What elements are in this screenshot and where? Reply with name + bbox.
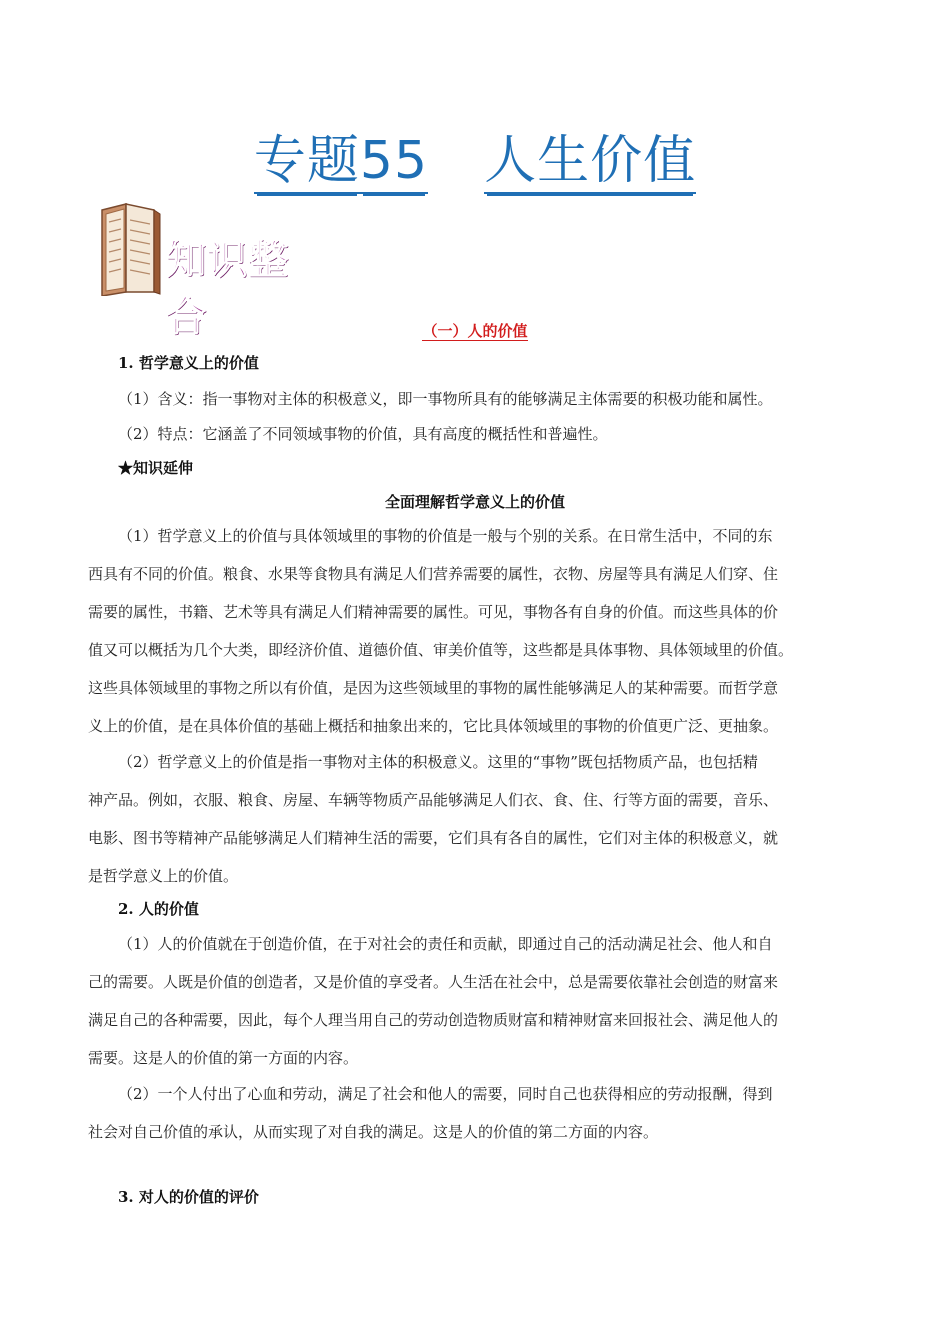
ext1-line: 值又可以概括为几个大类，即经济价值、道德价值、审美价值等，这些都是具体事物、具体领域里的价值。 — [88, 641, 794, 659]
paragraph-meaning: （1）含义：指一事物对主体的积极意义，即一事物所具有的能够满足主体需要的积极功能和属性。 — [118, 390, 773, 408]
ext1-line: 西具有不同的价值。粮食、水果等食物具有满足人们营养需要的属性，衣物、房屋等具有满足人们穿、住 — [88, 565, 779, 583]
ext1-line: 需要的属性，书籍、艺术等具有满足人们精神需要的属性。可见，事物各有自身的价值。而这些具体的价 — [88, 603, 779, 621]
ext2-line: 电影、图书等精神产品能够满足人们精神生活的需要，它们具有各自的属性，它们对主体的积极意义，就 — [88, 829, 779, 847]
ext1-line: 这些具体领域里的事物之所以有价值，是因为这些领域里的事物的属性能够满足人的某种需要。而哲学意 — [88, 679, 779, 697]
ext2-line: （2）哲学意义上的价值是指一事物对主体的积极意义。这里的“事物”既包括物质产品，也包括精 — [118, 753, 758, 771]
ext2-line: 是哲学意义上的价值。 — [88, 867, 239, 885]
value1-line: 满足自己的各种需要，因此，每个人理当用自己的劳动创造物质财富和精神财富来回报社会、满足他人的 — [88, 1011, 779, 1029]
title-part-2: 55 — [360, 131, 428, 194]
value1-line: 己的需要。人既是价值的创造者，又是价值的享受者。人生活在社会中，总是需要依靠社会创造的财富来 — [88, 973, 779, 991]
banner-label: 知识整合 — [166, 237, 289, 340]
value2-line: （2）一个人付出了心血和劳动，满足了社会和他人的需要，同时自己也获得相应的劳动报酬，得到 — [118, 1085, 773, 1103]
value2-line: 社会对自己价值的承认，从而实现了对自我的满足。这是人的价值的第二方面的内容。 — [88, 1123, 659, 1141]
ext1-line: （1）哲学意义上的价值与具体领域里的事物的价值是一般与个别的关系。在日常生活中，不同的东 — [118, 527, 773, 545]
heading-human-value: 2. 人的价值 — [118, 900, 199, 918]
title-part-1: 专题 — [254, 131, 360, 194]
knowledge-banner — [96, 200, 326, 340]
heading-philosophical-value: 1. 哲学意义上的价值 — [118, 354, 259, 372]
ext1-line: 义上的价值，是在具体价值的基础上概括和抽象出来的，它比具体领域里的事物的价值更广泛、更抽象。 — [88, 717, 779, 735]
paragraph-features: （2）特点：它涵盖了不同领域事物的价值，具有高度的概括性和普遍性。 — [118, 425, 608, 443]
page-title — [0, 118, 950, 193]
ext2-line: 神产品。例如，衣服、粮食、房屋、车辆等物质产品能够满足人们衣、食、住、行等方面的需要，音乐、 — [88, 791, 779, 809]
heading-evaluation: 3. 对人的价值的评价 — [118, 1188, 259, 1206]
title-part-3: 人生价值 — [484, 131, 696, 194]
section-heading: （一）人的价值 — [422, 322, 528, 340]
knowledge-extension-label: ★知识延伸 — [118, 459, 194, 477]
extension-title: 全面理解哲学意义上的价值 — [384, 493, 565, 511]
value1-line: 需要。这是人的价值的第一方面的内容。 — [88, 1049, 359, 1067]
book-icon — [96, 200, 166, 296]
value1-line: （1）人的价值就在于创造价值，在于对社会的责任和贡献，即通过自己的活动满足社会、他人和自 — [118, 935, 773, 953]
